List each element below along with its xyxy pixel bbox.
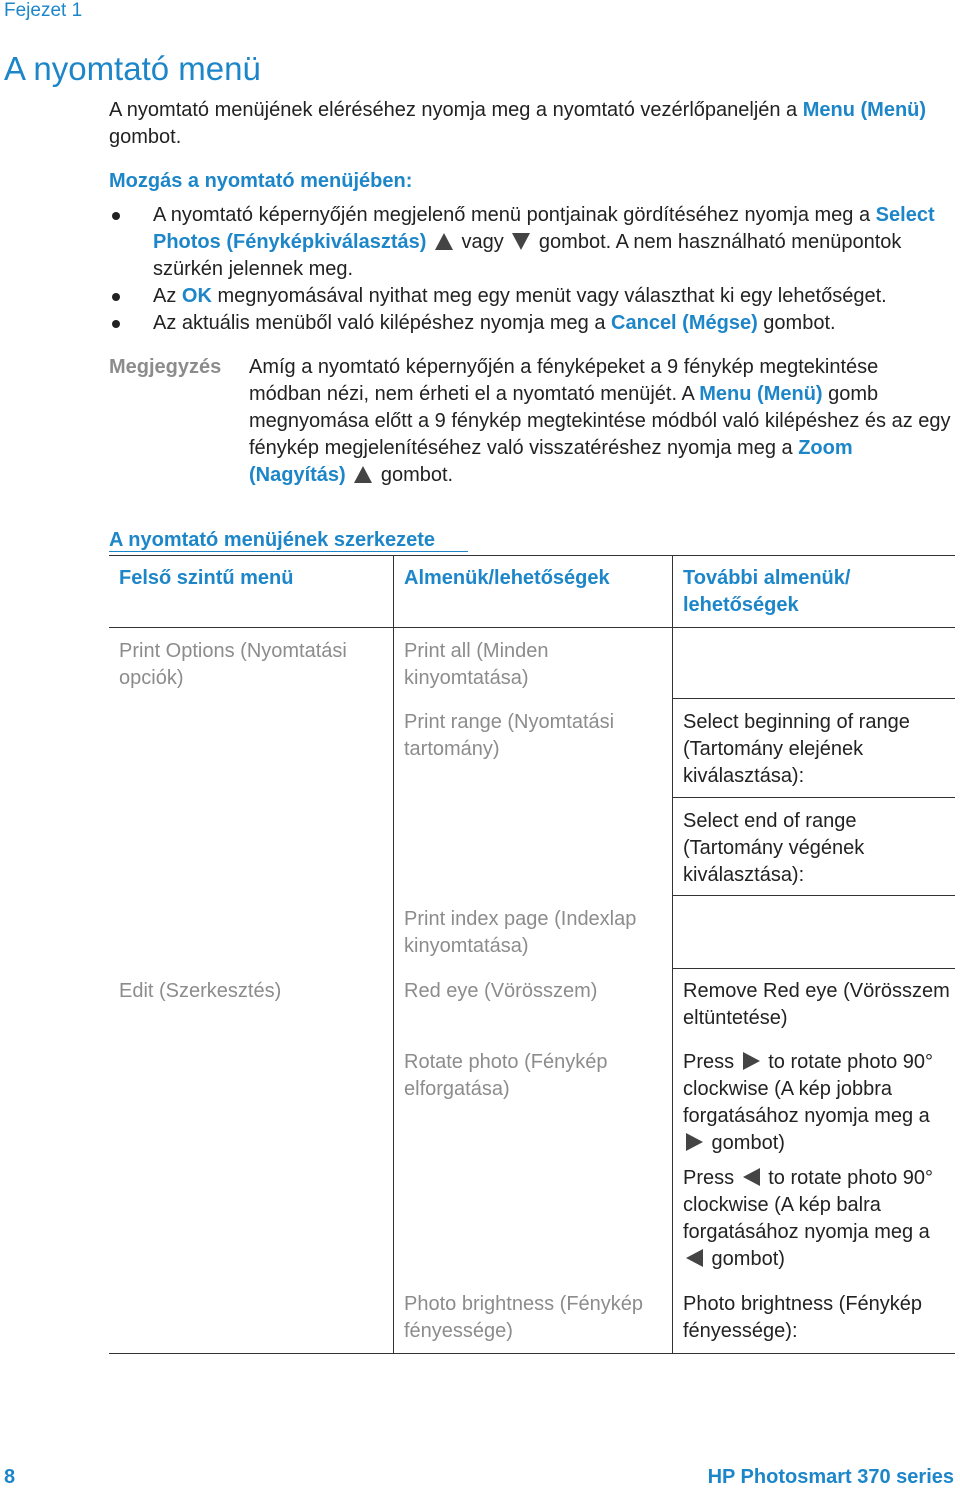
- note-text-part: gombot.: [375, 464, 454, 486]
- menu-button-ref: Menu (Menü): [699, 383, 823, 405]
- arrow-down-icon: [512, 233, 530, 250]
- page-title: A nyomtató menü: [4, 50, 261, 87]
- arrow-left-icon: [743, 1168, 760, 1186]
- table-cell: Select beginning of range (Tartomány elejének kiválasztása):: [683, 711, 910, 787]
- bullet-text: vagy: [456, 231, 510, 253]
- note-text-part: gomb megnyomása előtt a 9 fénykép megtekintése módból való kilépéshez és az egy fénykép megjelenítéséhez való visszatéréshez nyomja meg a: [249, 383, 951, 459]
- cancel-button-ref: Cancel (Mégse): [611, 312, 758, 334]
- bullet-text: Az: [153, 285, 182, 307]
- column-header: További almenük/ lehetőségek: [683, 567, 851, 616]
- table-rule: [109, 627, 955, 628]
- table-cell: Photo brightness (Fénykép fényessége):: [683, 1293, 923, 1342]
- table-rule: [109, 555, 955, 556]
- intro-paragraph: [109, 97, 949, 151]
- navigation-list: [109, 202, 954, 337]
- table-cell: Remove Red eye (Vörösszem eltüntetése): [683, 980, 950, 1029]
- note-text: [249, 354, 954, 489]
- arrow-up-icon: [435, 233, 453, 250]
- select-photos-button-ref: Select Photos (Fényképkiválasztás): [153, 204, 935, 253]
- table-cell: Rotate photo (Fénykép elforgatása): [404, 1051, 608, 1100]
- table-rule: [109, 1353, 955, 1354]
- arrow-up-icon: [354, 466, 372, 483]
- table-rule: [673, 698, 955, 699]
- table-cell: Print all (Minden kinyomtatása): [404, 640, 549, 689]
- list-item: [109, 310, 954, 337]
- bullet-icon: [112, 212, 120, 220]
- heading-underline: [109, 551, 468, 552]
- table-cell: Edit (Szerkesztés): [119, 980, 282, 1002]
- intro-text: A nyomtató menüjének eléréséhez nyomja meg a nyomtató vezérlőpaneljén a: [109, 99, 803, 121]
- zoom-button-ref: Zoom (Nagyítás): [249, 437, 853, 486]
- structure-heading: A nyomtató menüjének szerkezete: [109, 529, 436, 551]
- table-rule: [673, 968, 955, 969]
- table-col-rule: [672, 555, 673, 1353]
- instruction-text: to rotate photo 90° clockwise (A kép balra forgatásához nyomja meg a: [683, 1167, 934, 1243]
- table-cell: Print range (Nyomtatási tartomány): [404, 711, 615, 760]
- table-rule: [673, 895, 955, 896]
- navigation-heading: Mozgás a nyomtató menüjében:: [109, 170, 413, 192]
- table-cell: Photo brightness (Fénykép fényessége): [404, 1293, 644, 1342]
- list-item: [109, 202, 954, 283]
- instruction-text: Press: [683, 1167, 740, 1189]
- arrow-right-icon: [686, 1133, 703, 1151]
- table-cell: Red eye (Vörösszem): [404, 980, 598, 1002]
- rotate-left-instruction: [683, 1165, 945, 1273]
- table-col-rule: [393, 555, 394, 1353]
- instruction-text: gombot): [706, 1132, 785, 1154]
- note-text-part: Amíg a nyomtató képernyőjén a fényképeket a 9 fénykép megtekintése módban nézi, nem érheti el a nyomtató menüjét. A: [249, 356, 879, 405]
- column-header: Almenük/lehetőségek: [404, 567, 610, 589]
- list-item: [109, 283, 954, 310]
- table-cell: Print index page (Indexlap kinyomtatása): [404, 908, 637, 957]
- table-cell: Select end of range (Tartomány végének kiválasztása):: [683, 810, 865, 886]
- bullet-text: gombot.: [757, 312, 836, 334]
- bullet-icon: [112, 320, 120, 328]
- bullet-text: A nyomtató képernyőjén megjelenő menü pontjainak gördítéséhez nyomja meg a: [153, 204, 876, 226]
- arrow-left-icon: [686, 1249, 703, 1267]
- note-label: Megjegyzés: [109, 356, 222, 378]
- intro-text-end: gombot.: [109, 126, 182, 148]
- instruction-text: Press: [683, 1051, 740, 1073]
- instruction-text: gombot): [706, 1248, 785, 1270]
- instruction-text: to rotate photo 90° clockwise (A kép jobbra forgatásához nyomja meg a: [683, 1051, 934, 1127]
- bullet-text: gombot. A nem használható menüpontok szürkén jelennek meg.: [153, 231, 902, 280]
- menu-button-ref: Menu (Menü): [802, 99, 927, 121]
- ok-button-ref: OK: [181, 285, 212, 307]
- bullet-icon: [112, 293, 120, 301]
- column-header: Felső szintű menü: [119, 567, 294, 589]
- bullet-text: megnyomásával nyithat meg egy menüt vagy választhat ki egy lehetőséget.: [211, 285, 887, 307]
- bullet-text: Az aktuális menüből való kilépéshez nyomja meg a: [153, 312, 612, 334]
- rotate-right-instruction: [683, 1049, 945, 1157]
- product-name: HP Photosmart 370 series: [707, 1466, 954, 1488]
- table-rule: [673, 797, 955, 798]
- table-cell: Print Options (Nyomtatási opciók): [119, 640, 347, 689]
- arrow-right-icon: [743, 1052, 760, 1070]
- page-number: 8: [4, 1466, 16, 1488]
- chapter-label: Fejezet 1: [4, 0, 83, 21]
